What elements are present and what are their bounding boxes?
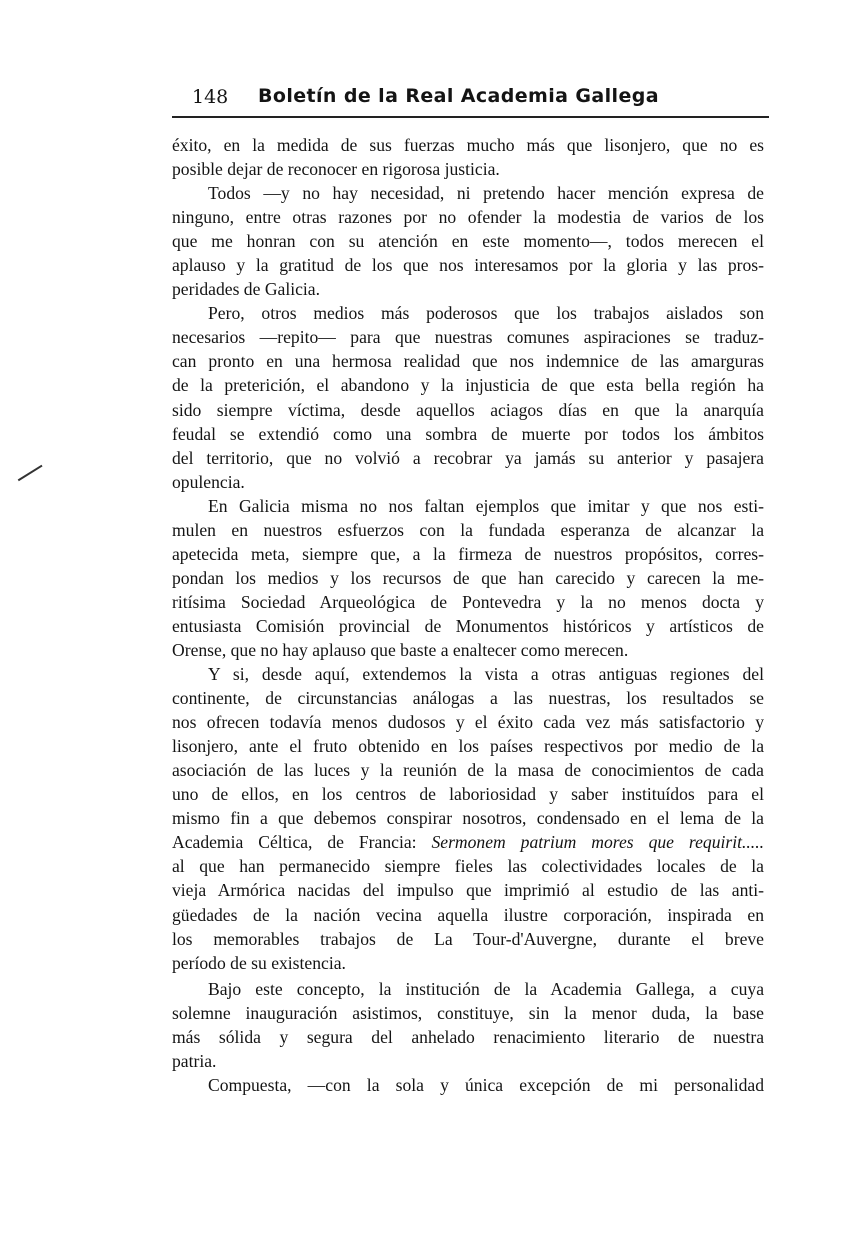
text-line: asociación de las luces y la reunión de la masa de conocimientos de cada <box>172 760 764 781</box>
text-line: aplauso y la gratitud de los que nos interesamos por la gloria y las pros- <box>172 255 764 276</box>
text-line: entusiasta Comisión provincial de Monumentos históricos y artísticos de <box>172 615 764 636</box>
text-line: ritísima Sociedad Arqueológica de Pontevedra y la no menos docta y <box>172 591 764 612</box>
text-line: más sólida y segura del anhelado renacimiento literario de nuestra <box>172 1026 764 1047</box>
text-line: de la preterición, el abandono y la injusticia de que esta bella región ha <box>172 375 764 396</box>
text-line: opulencia. <box>172 471 245 492</box>
body-text <box>172 133 764 1097</box>
text-line: Todos —y no hay necesidad, ni pretendo hacer mención expresa de <box>208 183 764 204</box>
text-line: apetecida meta, siempre que, a la firmeza de nuestros propósitos, corres- <box>172 543 764 564</box>
text-line: sido siempre víctima, desde aquellos aciagos días en que la anarquía <box>172 399 764 420</box>
text-line: güedades de la nación vecina aquella ilustre corporación, inspirada en <box>172 904 764 925</box>
text-line: al que han permanecido siempre fieles las colectividades locales de la <box>172 856 764 877</box>
text-line: mulen en nuestros esfuerzos con la fundada esperanza de alcanzar la <box>172 519 764 540</box>
header-rule <box>172 116 769 118</box>
text-line: Y si, desde aquí, extendemos la vista a otras antiguas regiones del <box>208 664 764 685</box>
text-line <box>172 830 764 854</box>
text-line: los memorables trabajos de La Tour-d'Auvergne, durante el breve <box>172 928 764 949</box>
text-line: necesarios —repito— para que nuestras comunes aspiraciones se traduz- <box>172 327 764 348</box>
text-line: feudal se extendió como una sombra de muerte por todos los ámbitos <box>172 423 764 444</box>
text-segment: Academia Céltica, de Francia: <box>172 832 417 853</box>
text-line: can pronto en una hermosa realidad que nos indemnice de las amarguras <box>172 351 764 372</box>
text-line: Pero, otros medios más poderosos que los trabajos aislados son <box>208 303 764 324</box>
text-line: vieja Armórica nacidas del impulso que imprimió al estudio de las anti- <box>172 880 764 901</box>
text-line: Compuesta, —con la sola y única excepción de mi personalidad <box>208 1074 764 1095</box>
text-line: posible dejar de reconocer en rigorosa justicia. <box>172 159 500 180</box>
text-line: pondan los medios y los recursos de que han carecido y carecen la me- <box>172 567 764 588</box>
page-number: 148 <box>192 86 229 108</box>
text-line: del territorio, que no volvió a recobrar ya jamás su anterior y pasajera <box>172 447 764 468</box>
text-line: nos ofrecen todavía menos dudosos y el éxito cada vez más satisfactorio y <box>172 712 764 733</box>
text-line: solemne inauguración asistimos, constituye, sin la menor duda, la base <box>172 1002 764 1023</box>
text-line: continente, de circunstancias análogas a las nuestras, los resultados se <box>172 688 764 709</box>
text-line: lisonjero, ante el fruto obtenido en los países respectivos por medio de la <box>172 736 764 757</box>
text-line: uno de ellos, en los centros de laboriosidad y saber instituídos para el <box>172 784 764 805</box>
text-line: período de su existencia. <box>172 952 346 973</box>
text-line: ninguno, entre otras razones por no ofender la modestia de varios de los <box>172 207 764 228</box>
text-line: que me honran con su atención en este momento—, todos merecen el <box>172 231 764 252</box>
margin-pencil-mark <box>18 465 43 481</box>
running-header-title: Boletín de la Real Academia Gallega <box>258 85 659 107</box>
text-line: peridades de Galicia. <box>172 279 321 300</box>
text-line: Bajo este concepto, la institución de la Academia Gallega, a cuya <box>208 978 764 999</box>
text-line: éxito, en la medida de sus fuerzas mucho más que lisonjero, que no es <box>172 135 764 155</box>
latin-motto: Sermonem patrium mores que requirit..... <box>431 832 764 853</box>
text-line: En Galicia misma no nos faltan ejemplos que imitar y que nos esti- <box>208 495 764 516</box>
text-line: mismo fin a que debemos conspirar nosotros, condensado en el lema de la <box>172 808 764 829</box>
text-line: Orense, que no hay aplauso que baste a enaltecer como merecen. <box>172 639 629 660</box>
text-line: patria. <box>172 1050 217 1071</box>
